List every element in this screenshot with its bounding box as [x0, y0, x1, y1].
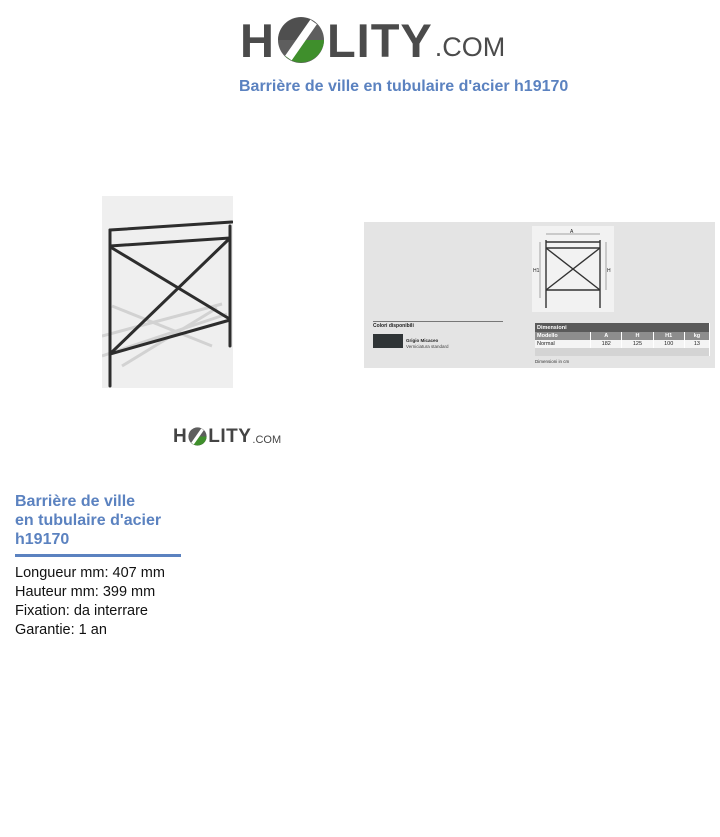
- holity-logo[interactable]: [240, 12, 505, 68]
- product-title-line-1: Barrière de ville: [15, 493, 136, 510]
- dimensions-title: Dimensioni: [535, 323, 710, 332]
- product-title: [15, 492, 185, 549]
- logo-letter-h: H: [240, 13, 275, 67]
- cell-h: 125: [622, 340, 653, 348]
- col-kg: kg: [684, 332, 709, 340]
- logo-small-domain: .COM: [252, 433, 282, 446]
- drawing-label-a: A: [570, 229, 574, 235]
- logo-small-o-icon: [188, 427, 207, 446]
- logo-small-letters-lity: LITY: [208, 426, 252, 447]
- table-spacer: [535, 348, 710, 356]
- product-title-line-2: en tubulaire d'acier: [15, 512, 162, 529]
- dimension-drawing: [532, 226, 614, 312]
- col-a: A: [591, 332, 622, 340]
- swatch-name: Grigio Micaceo: [406, 338, 439, 343]
- product-specs: [15, 564, 165, 640]
- logo-domain: .COM: [434, 31, 506, 62]
- product-title-line-3: h19170: [15, 531, 70, 548]
- spec-fixation: Fixation: da interrare: [15, 603, 148, 619]
- col-h1: H1: [653, 332, 684, 340]
- drawing-label-h1: H1: [533, 268, 540, 274]
- cell-kg: 13: [684, 340, 709, 348]
- spec-warranty: Garantie: 1 an: [15, 622, 107, 638]
- spec-length: Longueur mm: 407 mm: [15, 565, 165, 581]
- logo-small-letter-h: H: [173, 426, 188, 447]
- color-swatch: [373, 334, 403, 348]
- col-model: Modello: [535, 332, 591, 340]
- cell-a: 182: [591, 340, 622, 348]
- technical-sheet: [364, 222, 715, 368]
- page-title: Barrière de ville en tubulaire d'acier h19170: [239, 78, 569, 95]
- dimensions-note: Dimensioni in cm: [535, 359, 570, 364]
- holity-logo-small: [173, 427, 281, 446]
- colors-title: Colori disponibili: [373, 323, 414, 329]
- logo-o-icon: [277, 16, 325, 64]
- logo-letters-lity: LITY: [326, 13, 433, 67]
- dimensions-table: [535, 323, 710, 356]
- barrier-illustration: [102, 196, 233, 388]
- product-photo: [102, 196, 233, 388]
- cell-h1: 100: [653, 340, 684, 348]
- cell-model: Normal: [535, 340, 591, 348]
- spec-height: Hauteur mm: 399 mm: [15, 584, 156, 600]
- colors-divider: [373, 321, 503, 322]
- swatch-description: Verniciatura standard: [406, 344, 449, 349]
- drawing-label-h: H: [607, 268, 611, 274]
- title-underline: [15, 554, 181, 557]
- col-h: H: [622, 332, 653, 340]
- table-row: [535, 340, 710, 348]
